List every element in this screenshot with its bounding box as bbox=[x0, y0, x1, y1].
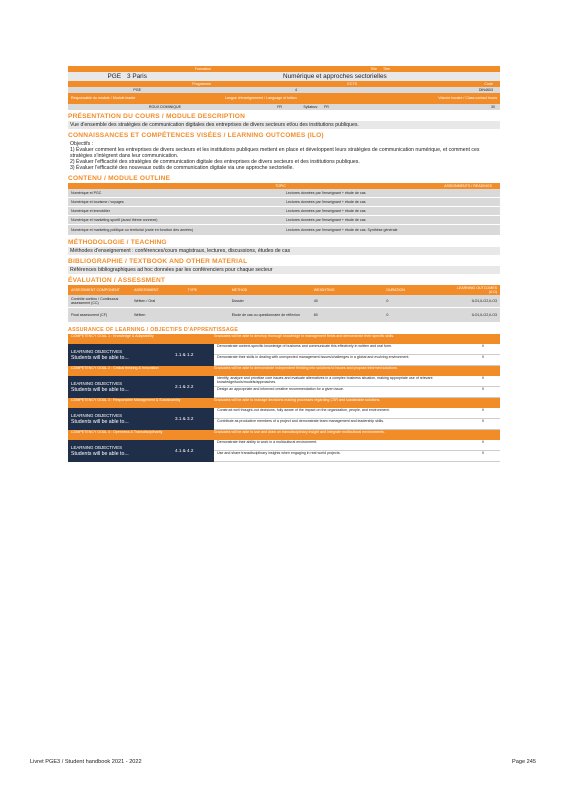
outline-topic: Numérique et tourisme / voyages bbox=[71, 199, 124, 204]
lo-label-cell bbox=[68, 440, 214, 462]
learning-objective-mark: X bbox=[481, 355, 485, 359]
outline-assign: Lectures données par l'enseignant + étude de cas bbox=[286, 199, 366, 204]
eval-assessment: Written bbox=[134, 312, 146, 317]
outline-topic: Numérique et marketing politique ou territorial (varie en fonction des années) bbox=[71, 227, 194, 232]
eval-component: Final assessment (CF) bbox=[71, 312, 108, 317]
learning-objective-item bbox=[214, 451, 500, 462]
eval-assessment: Written / Oral bbox=[134, 298, 156, 303]
learning-objective-text: Construct well thought-out decisions, fully aware of the impact on the organization, people, and environment. bbox=[217, 408, 390, 412]
footer-page-number: Page 245 bbox=[512, 759, 536, 765]
learning-objective-mark: X bbox=[481, 440, 485, 444]
competency-goal: COMPETENCY GOAL 3 : Responsible Management & Sustainability bbox=[71, 398, 181, 402]
title-label: Title bbox=[370, 66, 377, 71]
resp-label: Responsable du module / Module leader bbox=[71, 96, 136, 101]
volume-label: Volume horaire / Class contact hours bbox=[438, 96, 497, 101]
eval-col-component: ASSESSMENT COMPONENT bbox=[71, 287, 120, 292]
lo-ids: 3.1 & 3.2 bbox=[175, 416, 194, 421]
objectives-intro: Objectifs : bbox=[70, 141, 94, 147]
lo-ids: 4.1 & 4.2 bbox=[175, 448, 194, 453]
ects-label: ECTS bbox=[347, 81, 357, 86]
code-label: Code bbox=[484, 81, 493, 86]
objectives-heading: CONNAISSANCES ET COMPÉTENCES VISÉES / LEARNING OUTCOMES (ILO) bbox=[68, 132, 324, 139]
school-name: PGE bbox=[107, 72, 121, 80]
learning-objective-mark: X bbox=[481, 344, 485, 348]
outline-assign: Lectures données par l'enseignant + étude de cas bbox=[286, 208, 366, 213]
eval-method: Dossier bbox=[231, 298, 244, 303]
lo-items bbox=[214, 440, 500, 462]
competency-goal-desc: Graduates will be able to use and draw on transdisciplinary insight and integrate multicultural environments. bbox=[213, 430, 385, 434]
code-value: DIN4603 bbox=[478, 87, 493, 92]
outline-row bbox=[68, 198, 500, 207]
learning-objective-item bbox=[214, 344, 500, 355]
learning-objectives-row bbox=[68, 408, 500, 430]
resp-values-row bbox=[68, 104, 500, 110]
outline-assign: Lectures données par l'enseignant + étude de cas bbox=[286, 190, 366, 195]
outline-row bbox=[68, 216, 500, 225]
resp-labels-row bbox=[68, 93, 500, 104]
learning-objective-item bbox=[214, 355, 500, 366]
lo-label-cell bbox=[68, 408, 214, 430]
learning-objective-text: Contribute as productive members of a project and demonstrate team management and leadership skills. bbox=[217, 419, 384, 423]
learning-objectives-row bbox=[68, 344, 500, 366]
learning-objective-text: Identify, analyze and prioritize core issues and evaluate alternatives in a complex business situation, making appropriate use of relevant knowledge/tools/models/approaches. bbox=[217, 376, 433, 385]
competency-goal: COMPETENCY GOAL 2 : Critical thinking & Innovation bbox=[71, 366, 159, 370]
lo-items bbox=[214, 408, 500, 430]
outline-row bbox=[68, 225, 500, 236]
learning-objective-item bbox=[214, 408, 500, 419]
eval-col-assessment: ASSESSMENT bbox=[134, 287, 159, 292]
campus-city: 3 Paris bbox=[127, 72, 147, 80]
footer-left: Livret PGE3 / Student handbook 2021 - 2022 bbox=[30, 759, 142, 765]
lo-sub: Students will be able to... bbox=[71, 355, 129, 361]
aol-heading: ASSURANCE OF LEARNING / OBJECTIFS D'APPRENTISSAGE bbox=[68, 327, 239, 333]
competency-goal-row bbox=[68, 398, 500, 408]
methodology-heading: MÉTHODOLOGIE / TEACHING bbox=[68, 239, 167, 246]
eval-duration: 0 bbox=[386, 312, 389, 317]
competency-goal-desc: Graduates will be able to develop thorough knowledge in management fields and demonstrate their specific skills. bbox=[213, 334, 395, 338]
header-title-row bbox=[68, 72, 500, 81]
syllabus-label: Syllabus: bbox=[303, 104, 318, 109]
ects-value: 4 bbox=[295, 87, 297, 92]
objective-item: 3) Évaluer l'efficacité des nouveaux outils de communication digitale via une approche sectorielle. bbox=[70, 165, 294, 171]
lo-sub: Students will be able to... bbox=[71, 451, 129, 457]
learning-objective-item bbox=[214, 440, 500, 451]
outline-row bbox=[68, 189, 500, 198]
learning-objective-text: Demonstrate context-specific knowledge of business and communicate this effectively in written and oral form. bbox=[217, 344, 393, 348]
eval-col-ilo: LEARNING OUTCOMES (ILO) bbox=[456, 285, 497, 294]
lang-label: Langue d'enseignement / Language of tuition bbox=[224, 96, 297, 101]
evaluation-header-row bbox=[68, 285, 500, 295]
outline-assign: Lectures données par l'enseignant + étude de cas. Synthèse générale bbox=[286, 227, 398, 232]
eval-col-type: TYPE bbox=[187, 287, 198, 292]
outline-topic: Numérique et immobilier bbox=[71, 208, 110, 213]
evaluation-row bbox=[68, 295, 500, 308]
aol-table bbox=[68, 334, 500, 462]
competency-goal-desc: Graduates will be able to demonstrate independent thinking into solutions to issues and propose informed solutions. bbox=[213, 366, 398, 370]
objectives-block bbox=[68, 140, 500, 172]
learning-objective-text: Design an appropriate and informed creative recommendation for a given issue. bbox=[217, 387, 344, 391]
competency-goal-row bbox=[68, 430, 500, 440]
title-label-fr: Titre bbox=[383, 66, 391, 71]
learning-objective-item bbox=[214, 419, 500, 430]
learning-objective-mark: X bbox=[481, 387, 485, 391]
learning-objective-mark: X bbox=[481, 451, 485, 455]
outline-assign: Lectures données par l'enseignant + étude de cas bbox=[286, 217, 366, 222]
learning-objectives-row bbox=[68, 440, 500, 462]
bibliography-heading: BIBLIOGRAPHIE / TEXTBOOK AND OTHER MATERIAL bbox=[68, 258, 248, 265]
evaluation-heading: ÉVALUATION / ASSESSMENT bbox=[68, 277, 166, 284]
eval-weight: 60 bbox=[313, 312, 318, 317]
outline-heading: CONTENU / MODULE OUTLINE bbox=[68, 175, 171, 182]
program-value: PGE bbox=[133, 87, 141, 92]
learning-objective-mark: X bbox=[481, 419, 485, 423]
bibliography-text: Références bibliographiques ad hoc données par les conférenciers pour chaque secteur bbox=[68, 266, 500, 274]
presentation-heading: PRÉSENTATION DU COURS / MODULE DESCRIPTION bbox=[68, 113, 246, 120]
methodology-text: Méthodes d'enseignement : conférences/cours magistraux, lectures, discussions, études de cas bbox=[68, 247, 500, 255]
resp-value: ROUX DOMINIQUE bbox=[148, 104, 181, 109]
lo-items bbox=[214, 376, 500, 398]
lo-label: LEARNING OBJECTIVES bbox=[71, 413, 122, 418]
objective-item: 1) Évaluer comment les entreprises de divers secteurs et les institutions publiques mettent en place et développent leurs stratégies de communication numérique, et comment ces stratégies s'intègrent dans leur communication. bbox=[70, 147, 480, 159]
learning-objective-item bbox=[214, 387, 500, 398]
outline-col-topic: TOPIC bbox=[275, 183, 286, 188]
course-title: Numérique et approches sectorielles bbox=[283, 72, 387, 80]
program-label: Programme bbox=[192, 81, 211, 86]
outline-topic: Numérique et PGC bbox=[71, 190, 102, 195]
competency-goal-row bbox=[68, 334, 500, 344]
hours-value: 30 bbox=[491, 104, 495, 109]
competency-goal: COMPETENCY GOAL 4 : Openness & Transdisciplinarity bbox=[71, 430, 163, 434]
page-footer bbox=[30, 759, 536, 765]
objective-item: 2) Évaluer l'efficacité des stratégies de communication digitale des entreprises de divers secteurs et des institutions publiques. bbox=[70, 159, 360, 165]
learning-objective-mark: X bbox=[481, 376, 485, 380]
eval-col-weighting: WEIGHTING bbox=[313, 287, 335, 292]
lo-ids: 1.1 & 1.2 bbox=[175, 352, 194, 357]
eval-weight: 40 bbox=[313, 298, 318, 303]
outline-col-assign: ASSIGNMENTS / READINGS bbox=[444, 183, 492, 188]
outline-topic: Numérique et marketing sportif (aussi thème connexe) bbox=[71, 217, 158, 222]
lo-sub: Students will be able to... bbox=[71, 419, 129, 425]
evaluation-row bbox=[68, 308, 500, 323]
learning-objective-text: Use and share transdisciplinary insights when engaging in real world projects. bbox=[217, 451, 341, 455]
syllabus-value: FR bbox=[324, 104, 329, 109]
learning-objective-text: Demonstrate their skills in dealing with unexpected management issues/challenges in a global and evolving environment. bbox=[217, 355, 410, 359]
lo-label: LEARNING OBJECTIVES bbox=[71, 445, 122, 450]
learning-objective-text: Demonstrate their ability to work in a multicultural environment. bbox=[217, 440, 318, 444]
competency-goal-row bbox=[68, 366, 500, 376]
syllabus-page bbox=[68, 66, 500, 462]
formation-label: Formation bbox=[194, 66, 211, 71]
learning-objective-item bbox=[214, 376, 500, 387]
lo-label-cell bbox=[68, 344, 214, 366]
lo-sub: Students will be able to... bbox=[71, 387, 129, 393]
eval-ilo: ILO1,ILO2,ILO3 bbox=[471, 312, 497, 317]
eval-col-method: METHOD bbox=[231, 287, 248, 292]
eval-ilo: ILO1,ILO2,ILO3 bbox=[471, 298, 497, 303]
lang-value: FR bbox=[277, 104, 282, 109]
outline-row bbox=[68, 207, 500, 216]
eval-duration: 0 bbox=[386, 298, 389, 303]
lo-label-cell bbox=[68, 376, 214, 398]
eval-method: Étude de cas ou questionnaire de réflexion bbox=[231, 312, 300, 317]
lo-ids: 2.1 & 2.2 bbox=[175, 384, 194, 389]
learning-objectives-row bbox=[68, 376, 500, 398]
presentation-text: Vue d'ensemble des stratégies de communication digitales des entreprises de divers secteurs et/ou des institutions publiques. bbox=[68, 121, 500, 129]
competency-goal: COMPETENCY GOAL 1 : Knowledge & Adaptability bbox=[71, 334, 154, 338]
eval-component: Contrôle continu / Continuous assessment (CC) bbox=[71, 296, 119, 305]
lo-label: LEARNING OBJECTIVES bbox=[71, 381, 122, 386]
lo-label: LEARNING OBJECTIVES bbox=[71, 349, 122, 354]
learning-objective-mark: X bbox=[481, 408, 485, 412]
eval-col-duration: DURATION bbox=[386, 287, 405, 292]
competency-goal-desc: Graduates will be able to manage decisions making processes regarding CSR and sustainable solutions. bbox=[213, 398, 381, 402]
lo-items bbox=[214, 344, 500, 366]
